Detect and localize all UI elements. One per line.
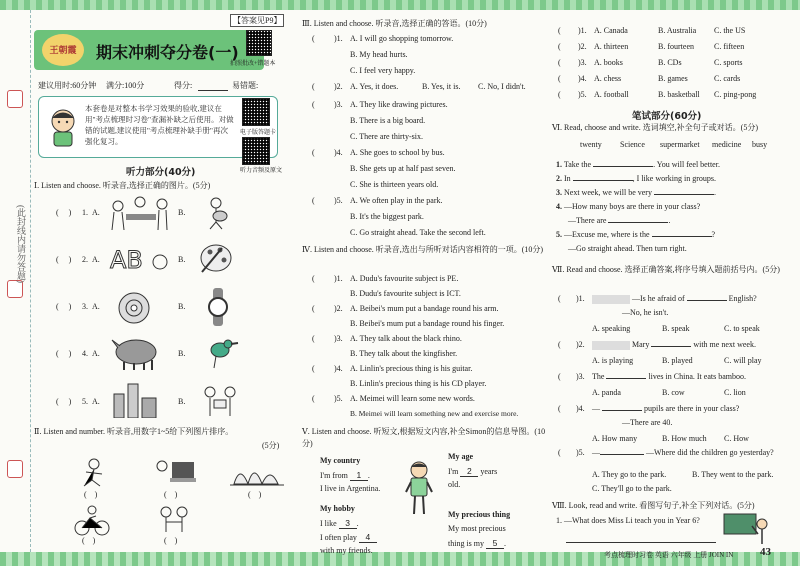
question-number: 5. [82,397,88,406]
question-text [592,340,756,350]
word-bank-item: medicine [712,140,742,149]
precious-line-1: My most precious [448,524,506,533]
family-scene-icon [104,192,174,232]
precious-line-2: thing is my 5 . [448,538,507,548]
section-8-title: Ⅷ. Look, read and write. 看图写句子,补全下列对话。(5分) [552,501,755,510]
qr-code-icon[interactable] [246,30,272,56]
option-line: B. Meimei will learn something new and exercise more. [350,409,519,418]
option-line: A. Yes, it does. [350,82,399,91]
question-bracket[interactable]: ( [312,334,315,343]
option-a: A. thirteen [594,42,629,51]
fill-sentence [556,174,716,183]
question-bracket[interactable]: ( [312,34,315,43]
option-line: A. They like drawing pictures. [350,100,448,109]
option-a: A. Canada [594,26,628,35]
intro-text: 本套卷是对整本书学习效果的验收,建议在用"考点梳理时习卷"查漏补缺之后使用。对做错的试题,建议使用"考点梳理补缺手册"再次强化复习。 [85,104,234,146]
option-a: A. They go to the park. [592,470,667,479]
question-bracket[interactable]: ( [312,364,315,373]
option-line: B. My head hurts. [350,50,408,59]
option-a-label: A. [92,349,100,358]
option-line: A. I will go shopping tomorrow. [350,34,454,43]
option-b-label: B. [178,349,186,358]
question-number: )5. [576,448,585,457]
age-line-2: old. [448,480,461,489]
simon-boy-icon [404,460,434,516]
number-slot[interactable]: ( ) [84,490,98,499]
section-5-title: Ⅴ. Listen and choose. 听短文,根据短文内容,补全Simon的信息导图。(10分) [302,427,546,448]
question-number: )2. [576,340,585,349]
question-bracket[interactable]: ( [312,148,315,157]
option-a: A. is playing [592,356,634,365]
option-b: B. CDs [658,58,682,67]
question-bracket[interactable]: ( ) [56,255,72,264]
question-bracket[interactable]: ( ) [56,397,72,406]
question-bracket[interactable]: ( [558,448,561,457]
age-blank[interactable]: 2 [460,466,478,477]
number-slot[interactable]: ( ) [248,490,262,499]
rhino-icon [108,332,164,372]
city-buildings-icon [110,380,162,418]
option-c: C. cards [714,74,741,83]
guitar-player-icon [194,196,238,230]
option-b: B. fourteen [658,42,694,51]
option-c: C. lion [724,388,746,397]
paint-palette-icon [198,240,236,276]
sentence-text: In [564,174,571,183]
option-b-label: B. [178,255,186,264]
question-bracket[interactable]: ( [558,58,561,67]
total-score: 满分:100分 [106,81,145,90]
question-bracket[interactable]: ( [312,394,315,403]
hobby-line-2 [320,532,377,543]
word-bank-item: supermarket [660,140,700,149]
answer-reference: 【答案见P9】 [230,14,284,27]
bike-rider-icon [72,504,112,536]
binding-note: (此封线内请勿答题) [16,205,26,283]
word-bank-item: twenty [580,140,602,149]
question-bracket[interactable]: ( [558,294,561,303]
question-text [592,294,757,304]
question-number: )3. [578,58,587,67]
watch-icon [204,288,232,326]
section-7-title: Ⅶ. Read and choose. 选择正确答案,将序号填入题前括号内。(5分) [552,265,780,274]
question-bracket[interactable]: ( [558,90,561,99]
hobby-blank-1[interactable]: 3 [339,518,357,529]
fill-blank[interactable] [593,166,653,167]
option-line: A. Meimei will learn some new words. [350,394,475,403]
question-bracket[interactable]: ( ) [56,302,72,311]
teacher-classroom-icon [722,512,770,548]
kids-reading-icon [198,382,242,418]
sentence-text: —There are [568,216,607,225]
option-line: B. It's the biggest park. [350,212,424,221]
section-8-question: 1. —What does Miss Li teach you in Year 6? [556,516,700,525]
hobby-line-3: with my friends. [320,546,373,555]
option-b: B. They went to the park. [692,470,774,479]
fill-sentence [556,160,720,169]
question-bracket[interactable]: ( ) [56,349,72,358]
question-number: )4. [576,404,585,413]
question-bracket[interactable]: ( [558,26,561,35]
age-heading: My age [448,452,474,461]
item-number: 2. [556,174,562,183]
q-text: Mary [632,340,650,349]
q-text: — [592,448,600,457]
fill-sentence: —Go straight ahead. Then turn right. [568,244,687,253]
stamp-mark [592,341,630,350]
option-a: A. panda [592,388,621,397]
section-2-title: Ⅱ. Listen and number. 听录音,用数字1~5给下列图片排序。 [34,427,234,436]
option-line: A. We often play in the park. [350,196,443,205]
item-number: 5. [556,230,562,239]
section-4-title: Ⅳ. Listen and choose. 听录音,选出与所听对话内容相符的一项。(10分) [302,245,544,254]
precious-heading: My precious thing [448,510,511,519]
question-number: )1. [334,274,343,283]
question-bracket[interactable]: ( [312,82,315,91]
option-line: C. There are thirty-six. [350,132,423,141]
question-text [592,404,739,413]
country-blank[interactable]: 1 [350,470,368,481]
hobby-heading: My hobby [320,504,355,513]
option-c: C. the US [714,26,746,35]
question-number: )1. [334,34,343,43]
brand-logo: 王朝霞 [42,34,84,66]
option-line: C. She is thirteen years old. [350,180,439,189]
question-number: )4. [334,148,343,157]
question-number: )3. [334,100,343,109]
option-a-label: A. [92,255,100,264]
item-number: 3. [556,188,562,197]
age-text: years [480,467,498,476]
section-3-title: Ⅲ. Listen and choose. 听录音,选择正确的答语。(10分) [302,19,487,28]
hobby-text: I often play [320,533,357,542]
sentence-text: . [713,188,716,197]
word-bank-item: busy [752,140,768,149]
question-bracket[interactable]: ( [312,100,315,109]
score-label: 得分: [174,81,193,90]
age-text: I'm [448,467,459,476]
binding-hole [7,90,23,108]
fill-blank[interactable] [652,236,712,237]
kid-running-icon [74,458,114,488]
q-text: lives in China. It eats bamboo. [648,372,746,381]
q-text: — [592,404,600,413]
question-number: )5. [578,90,587,99]
stamp-mark [592,295,630,304]
sentence-text: ? [711,230,716,239]
number-slot[interactable]: ( ) [164,490,178,499]
option-c: C. ping-pong [714,90,757,99]
kingfisher-icon [200,334,240,370]
option-b-label: B. [178,397,186,406]
option-b: B. games [658,74,688,83]
option-b: B. cow [662,388,685,397]
question-number: )2. [334,82,343,91]
sentence-text: . [668,216,671,225]
question-number: 4. [82,349,88,358]
cd-disc-icon [114,290,154,326]
option-b: B. played [662,356,693,365]
option-a-label: A. [92,397,100,406]
question-bracket[interactable]: ( [558,372,561,381]
hobby-blank-2[interactable]: 4 [359,532,377,543]
question-bracket[interactable]: ( [312,274,315,283]
option-line: B. She gets up at half past seven. [350,164,456,173]
question-number: 3. [82,302,88,311]
kids-playing-icon [154,504,194,536]
country-line-2: I live in Argentina. [320,484,381,493]
question-text [592,448,774,457]
question-bracket[interactable]: ( [558,42,561,51]
precious-blank[interactable]: 5 [486,538,504,549]
number-slot[interactable]: ( ) [82,536,96,545]
question-number: )5. [334,196,343,205]
option-line: C. No, I didn't. [478,82,526,91]
reply-text: —No, he isn't. [622,308,669,317]
section-1-title: Ⅰ. Listen and choose. 听录音,选择正确的图片。(5分) [34,181,211,190]
sentence-text: . You will feel better. [653,160,720,169]
option-line: B. They talk about the kingfisher. [350,349,458,358]
footer-text: 考点梳理时习卷 英语 六年级 上册 JOIN IN [604,551,734,559]
option-b: B. Australia [658,26,697,35]
question-number: )2. [334,304,343,313]
country-text: I'm from [320,471,348,480]
reply-text: —There are 40. [622,418,673,427]
question-number: 2. [82,255,88,264]
option-line: B. Beibei's mum put a bandage round his finger. [350,319,505,328]
fill-sentence [556,202,700,211]
question-number: )1. [578,26,587,35]
question-bracket[interactable]: ( [558,404,561,413]
qr-code-icon[interactable] [242,137,270,165]
svg-text:AB: AB [110,246,143,274]
fill-sentence [556,188,716,197]
q-text: pupils are there in your class? [644,404,740,413]
option-line: B. Dudu's favourite subject is ICT. [350,289,461,298]
fill-blank[interactable] [602,410,642,411]
fill-blank[interactable] [651,346,691,347]
question-number: )3. [576,372,585,381]
option-line: B. Linlin's precious thing is his CD player. [350,379,487,388]
writing-part-title: 笔试部分(60分) [632,111,702,122]
country-line-1: I'm from 1 . [320,470,370,480]
page-number: 43 [760,546,771,558]
suggested-time: 建议用时:60分钟 [38,81,97,90]
binding-margin [0,10,31,552]
q-text: —Is he afraid of [632,294,685,303]
question-number: )1. [576,294,585,303]
sentence-text: , I like working in groups. [632,174,716,183]
question-number: )4. [334,364,343,373]
opera-house-icon [230,458,284,488]
option-line: B. Yes, it is. [422,82,461,91]
item-number: 1. [556,160,562,169]
precious-text: thing is my [448,539,485,548]
listening-part-title: 听力部分(40分) [126,167,196,178]
letters-icon [108,240,168,276]
option-a-label: A. [92,302,100,311]
fill-blank[interactable] [654,194,714,195]
question-text [592,372,746,381]
q-text: with me next week. [693,340,756,349]
option-line: B. There is a big board. [350,116,426,125]
qr-caption: 拍照批改+错题本 [230,61,276,67]
fill-blank[interactable] [608,222,668,223]
page-title: 期末冲刺夺分卷(一) [96,43,239,62]
question-number: )2. [578,42,587,51]
q-text: English? [728,294,757,303]
age-line-1 [448,466,497,477]
option-b: B. speak [662,324,690,333]
qr-code-icon[interactable] [242,98,270,126]
error-label: 易错题: [232,81,259,90]
number-slot[interactable]: ( ) [164,536,178,545]
question-number: )4. [578,74,587,83]
question-bracket[interactable]: ( [312,196,315,205]
option-line: C. Go straight ahead. Take the second left. [350,228,486,237]
option-line: A. Beibei's mum put a bandage round his arm. [350,304,499,313]
fill-sentence [568,216,670,225]
option-a: A. football [594,90,629,99]
fill-blank[interactable] [606,378,646,379]
question-bracket[interactable]: ( [558,340,561,349]
word-bank-item: Science [620,140,645,149]
item-number: 4. [556,202,562,211]
option-a: A. books [594,58,623,67]
q-text: —Where did the children go yesterday? [646,448,774,457]
option-line: C. I feel very happy. [350,66,416,75]
student-avatar-icon [45,107,81,147]
option-line: A. Linlin's precious thing is his guitar. [350,364,473,373]
option-a: A. speaking [592,324,631,333]
option-a: A. chess [594,74,622,83]
option-a: A. How many [592,434,638,443]
answer-line[interactable] [566,542,716,543]
option-b: B. How much [662,434,707,443]
qr-caption: 听力音频及原文 [240,168,283,174]
hobby-line-1: I like 3 . [320,518,359,528]
question-bracket[interactable]: ( ) [56,208,72,217]
section-6-title: Ⅵ. Read, choose and write. 选词填空,补全句子或对话。(5分) [552,123,759,132]
option-c: C. will play [724,356,762,365]
question-bracket[interactable]: ( [312,304,315,313]
question-number: )3. [334,334,343,343]
option-c: C. How [724,434,749,443]
option-line: A. She goes to school by bus. [350,148,445,157]
section-2-points: (5分) [262,441,280,450]
option-b: B. basketball [658,90,700,99]
q-text: The [592,372,605,381]
option-c: C. to speak [724,324,760,333]
option-b-label: B. [178,302,186,311]
sentence-text: Take the [563,160,592,169]
computer-user-icon [150,458,200,488]
fill-blank[interactable] [573,180,633,181]
option-c: C. sports [714,58,743,67]
top-border [0,0,800,10]
fill-blank[interactable] [687,300,727,301]
fill-sentence [556,230,715,239]
sentence-text: Next week, we will be very [564,188,652,197]
option-b-label: B. [178,208,186,217]
hobby-text: I like [320,519,337,528]
binding-hole [7,460,23,478]
country-heading: My country [320,456,361,465]
option-a-label: A. [92,208,100,217]
question-number: 1. [82,208,88,217]
fill-blank[interactable] [600,454,644,455]
option-c: C. fifteen [714,42,745,51]
question-bracket[interactable]: ( [558,74,561,83]
qr-caption: 电子版答题卡 [240,130,277,136]
option-c: C. They'll go to the park. [592,484,672,493]
sentence-text: —Excuse me, where is the [564,230,650,239]
option-line: A. Dudu's favourite subject is PE. [350,274,459,283]
option-line: A. They talk about the black rhino. [350,334,462,343]
question-number: )5. [334,394,343,403]
sentence-text: —How many boys are there in your class? [564,202,701,211]
